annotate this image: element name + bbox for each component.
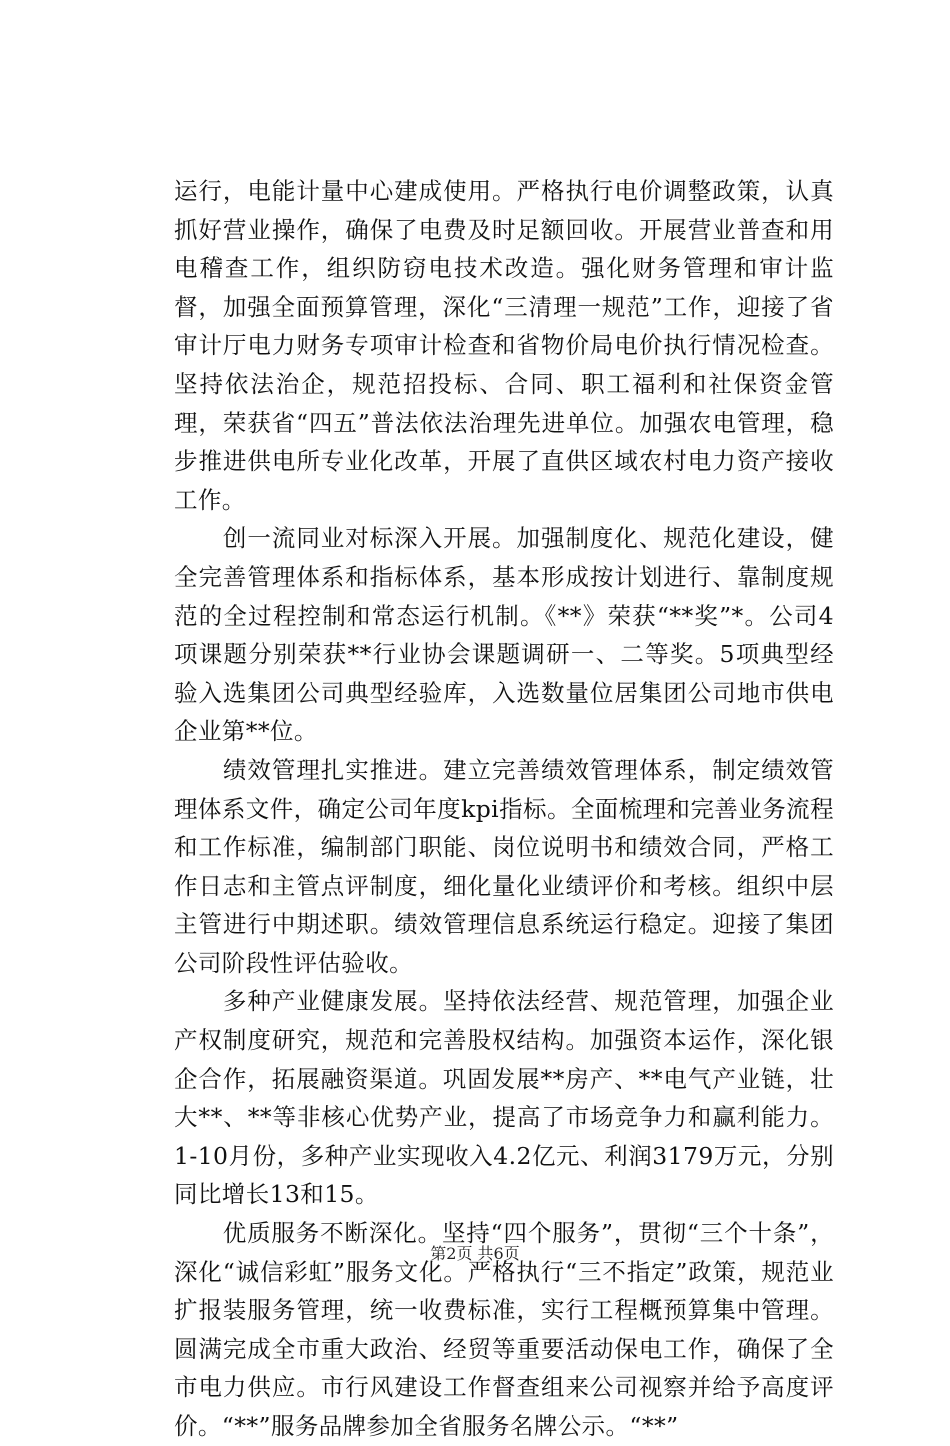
paragraph-4: 多种产业健康发展。坚持依法经营、规范管理，加强企业产权制度研究，规范和完善股权结构。加强资本运作，深化银企合作，拓展融资渠道。巩固发展**房产、**电气产业链，壮大**、**等非核心优势产业，提高了市场竞争力和赢利能力。1-10月份，多种产业实现收入4.2亿元、利润3179万元，分别同比增长13和15。	[174, 987, 834, 1209]
paragraph-3: 绩效管理扎实推进。建立完善绩效管理体系，制定绩效管理体系文件，确定公司年度kpi指标。全面梳理和完善业务流程和工作标准，编制部门职能、岗位说明书和绩效合同，严格工作日志和主管点评制度，细化量化业绩评价和考核。组织中层主管进行中期述职。绩效管理信息系统运行稳定。迎接了集团公司阶段性评估验收。	[174, 755, 834, 977]
paragraph-2: 创一流同业对标深入开展。加强制度化、规范化建设，健全完善管理体系和指标体系，基本形成按计划进行、靠制度规范的全过程控制和常态运行机制。《**》荣获“**奖”*。公司4项课题分别荣获**行业协会课题调研一、二等奖。5项典型经验入选集团公司典型经验库，入选数量位居集团公司地市供电企业第**位。	[174, 524, 834, 746]
paragraph-5: 优质服务不断深化。坚持“四个服务”，贯彻“三个十条”，深化“诚信彩虹”服务文化。严格执行“三不指定”政策，规范业扩报装服务管理，统一收费标准，实行工程概预算集中管理。圆满完成全市重大政治、经贸等重要活动保电工作，确保了全市电力供应。市行风建设工作督查组来公司视察并给予高度评价。“**”服务品牌参加全省服务名牌公示。“**”	[174, 1219, 834, 1440]
page-footer: 第2页 共6页	[430, 1244, 520, 1263]
paragraph-1: 运行，电能计量中心建成使用。严格执行电价调整政策，认真抓好营业操作，确保了电费及时足额回收。开展营业普查和用电稽查工作，组织防窃电技术改造。强化财务管理和审计监督，加强全面预算管理，深化“三清理一规范”工作，迎接了省审计厅电力财务专项审计检查和省物价局电价执行情况检查。坚持依法治企，规范招投标、合同、职工福利和社保资金管理，荣获省“四五”普法依法治理先进单位。加强农电管理，稳步推进供电所专业化改革，开展了直供区域农村电力资产接收工作。	[174, 177, 834, 514]
